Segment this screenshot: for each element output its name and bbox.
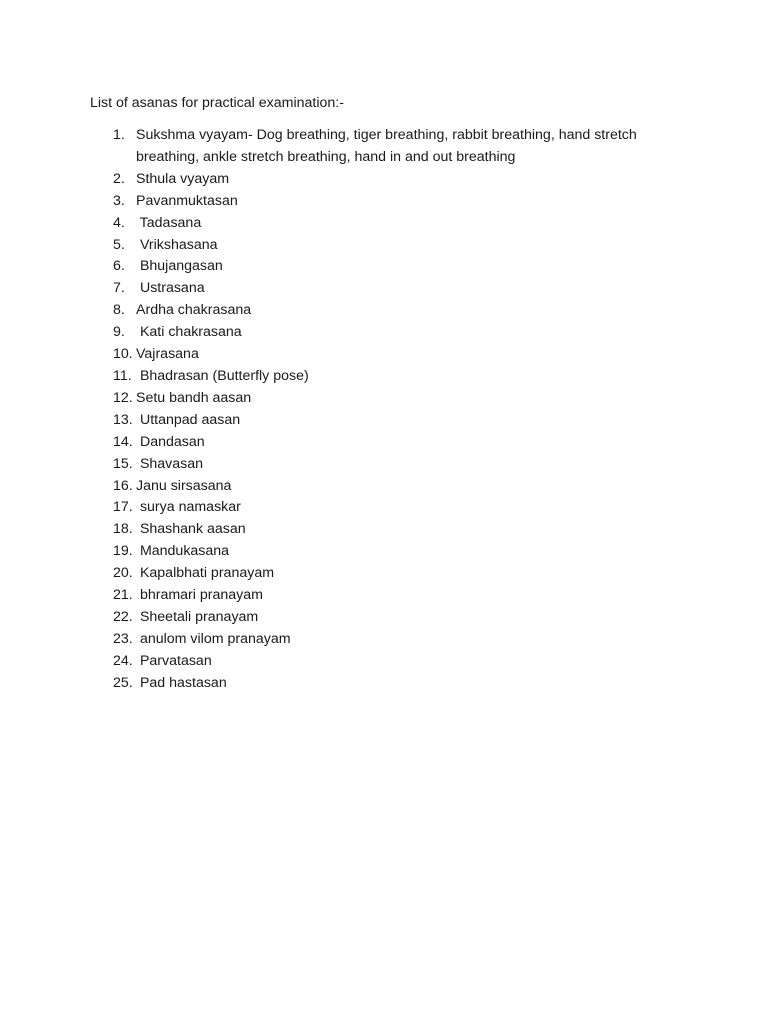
list-item-text: Shavasan <box>136 455 204 472</box>
list-item-text: bhramari pranayam <box>136 587 263 604</box>
list-item <box>113 651 673 673</box>
list-item <box>113 585 673 607</box>
list-item <box>113 213 673 235</box>
list-item-number: 17. <box>113 499 133 516</box>
list-item-text: Parvatasan <box>136 652 212 669</box>
list-item-number: 11. <box>113 367 132 384</box>
list-item-text: surya namaskar <box>136 499 241 516</box>
list-item-text: Bhadrasan (Butterfly pose) <box>136 367 309 384</box>
list-item <box>113 278 673 300</box>
list-item-text: Sthula vyayam <box>136 170 230 187</box>
list-item-number: 22. <box>113 608 133 625</box>
list-item-text: Tadasana <box>136 214 202 231</box>
list-item-number: 1. <box>113 127 125 143</box>
list-item-text: Uttanpad aasan <box>136 411 241 428</box>
list-item <box>113 629 673 651</box>
document-title: List of asanas for practical examination:- <box>90 95 344 111</box>
list-item-text: Ardha chakrasana <box>136 302 252 319</box>
list-item-number: 6. <box>113 258 125 275</box>
list-item <box>113 169 673 191</box>
list-item-text: Dandasan <box>136 433 205 450</box>
list-item-text: Pad hastasan <box>136 674 227 691</box>
list-item-number: 14. <box>113 433 133 450</box>
list-item <box>113 410 673 432</box>
list-item <box>113 125 656 169</box>
list-item-number: 16. <box>113 477 133 494</box>
list-item-number: 8. <box>113 302 125 319</box>
list-item-text: Sheetali pranayam <box>136 608 259 625</box>
list-item <box>113 388 673 410</box>
list-item-number: 10. <box>113 346 133 363</box>
list-item <box>113 563 673 585</box>
list-item <box>113 519 673 541</box>
list-item <box>113 454 673 476</box>
list-item-text: Setu bandh aasan <box>136 389 252 406</box>
list-item-number: 18. <box>113 521 133 538</box>
list-item-number: 4. <box>113 214 125 231</box>
list-item <box>113 191 673 213</box>
list-item <box>113 344 673 366</box>
list-item-number: 9. <box>113 324 125 341</box>
list-item <box>113 256 673 278</box>
list-item <box>113 673 673 695</box>
list-item <box>113 607 673 629</box>
list-item-text: Vajrasana <box>136 346 199 363</box>
list-item-text: Sukshma vyayam- Dog breathing, tiger breathing, rabbit breathing, hand stretch breathing, ankle stretch breathing, hand in and out breathing <box>136 127 637 165</box>
list-item-text: Mandukasana <box>136 543 230 560</box>
list-item-number: 5. <box>113 236 125 253</box>
list-item <box>113 497 673 519</box>
list-item <box>113 322 673 344</box>
list-item-text: Vrikshasana <box>136 236 218 253</box>
list-item-text: anulom vilom pranayam <box>136 630 291 647</box>
list-item-number: 21. <box>113 587 133 604</box>
list-item <box>113 432 673 454</box>
list-item-text: Ustrasana <box>136 280 205 297</box>
list-item-number: 19. <box>113 543 133 560</box>
list-item-text: Janu sirsasana <box>136 477 232 494</box>
list-item <box>113 366 673 388</box>
list-item-number: 24. <box>113 652 133 669</box>
list-item-number: 12. <box>113 389 133 406</box>
list-item <box>113 235 673 257</box>
list-item-number: 23. <box>113 630 133 647</box>
list-item-number: 13. <box>113 411 133 428</box>
list-item-number: 15. <box>113 455 133 472</box>
list-item-text: Kapalbhati pranayam <box>136 565 275 582</box>
list-item-number: 2. <box>113 170 125 187</box>
list-item-text: Kati chakrasana <box>136 324 242 341</box>
list-item-number: 3. <box>113 192 125 209</box>
list-item-text: Bhujangasan <box>136 258 223 275</box>
list-item-number: 25. <box>113 674 133 691</box>
list-item-number: 7. <box>113 280 125 297</box>
asana-list <box>113 125 673 695</box>
list-item-text: Pavanmuktasan <box>136 192 238 209</box>
list-item-number: 20. <box>113 565 133 582</box>
list-item-text: Shashank aasan <box>136 521 246 538</box>
list-item <box>113 476 673 498</box>
list-item <box>113 541 673 563</box>
list-item <box>113 300 673 322</box>
